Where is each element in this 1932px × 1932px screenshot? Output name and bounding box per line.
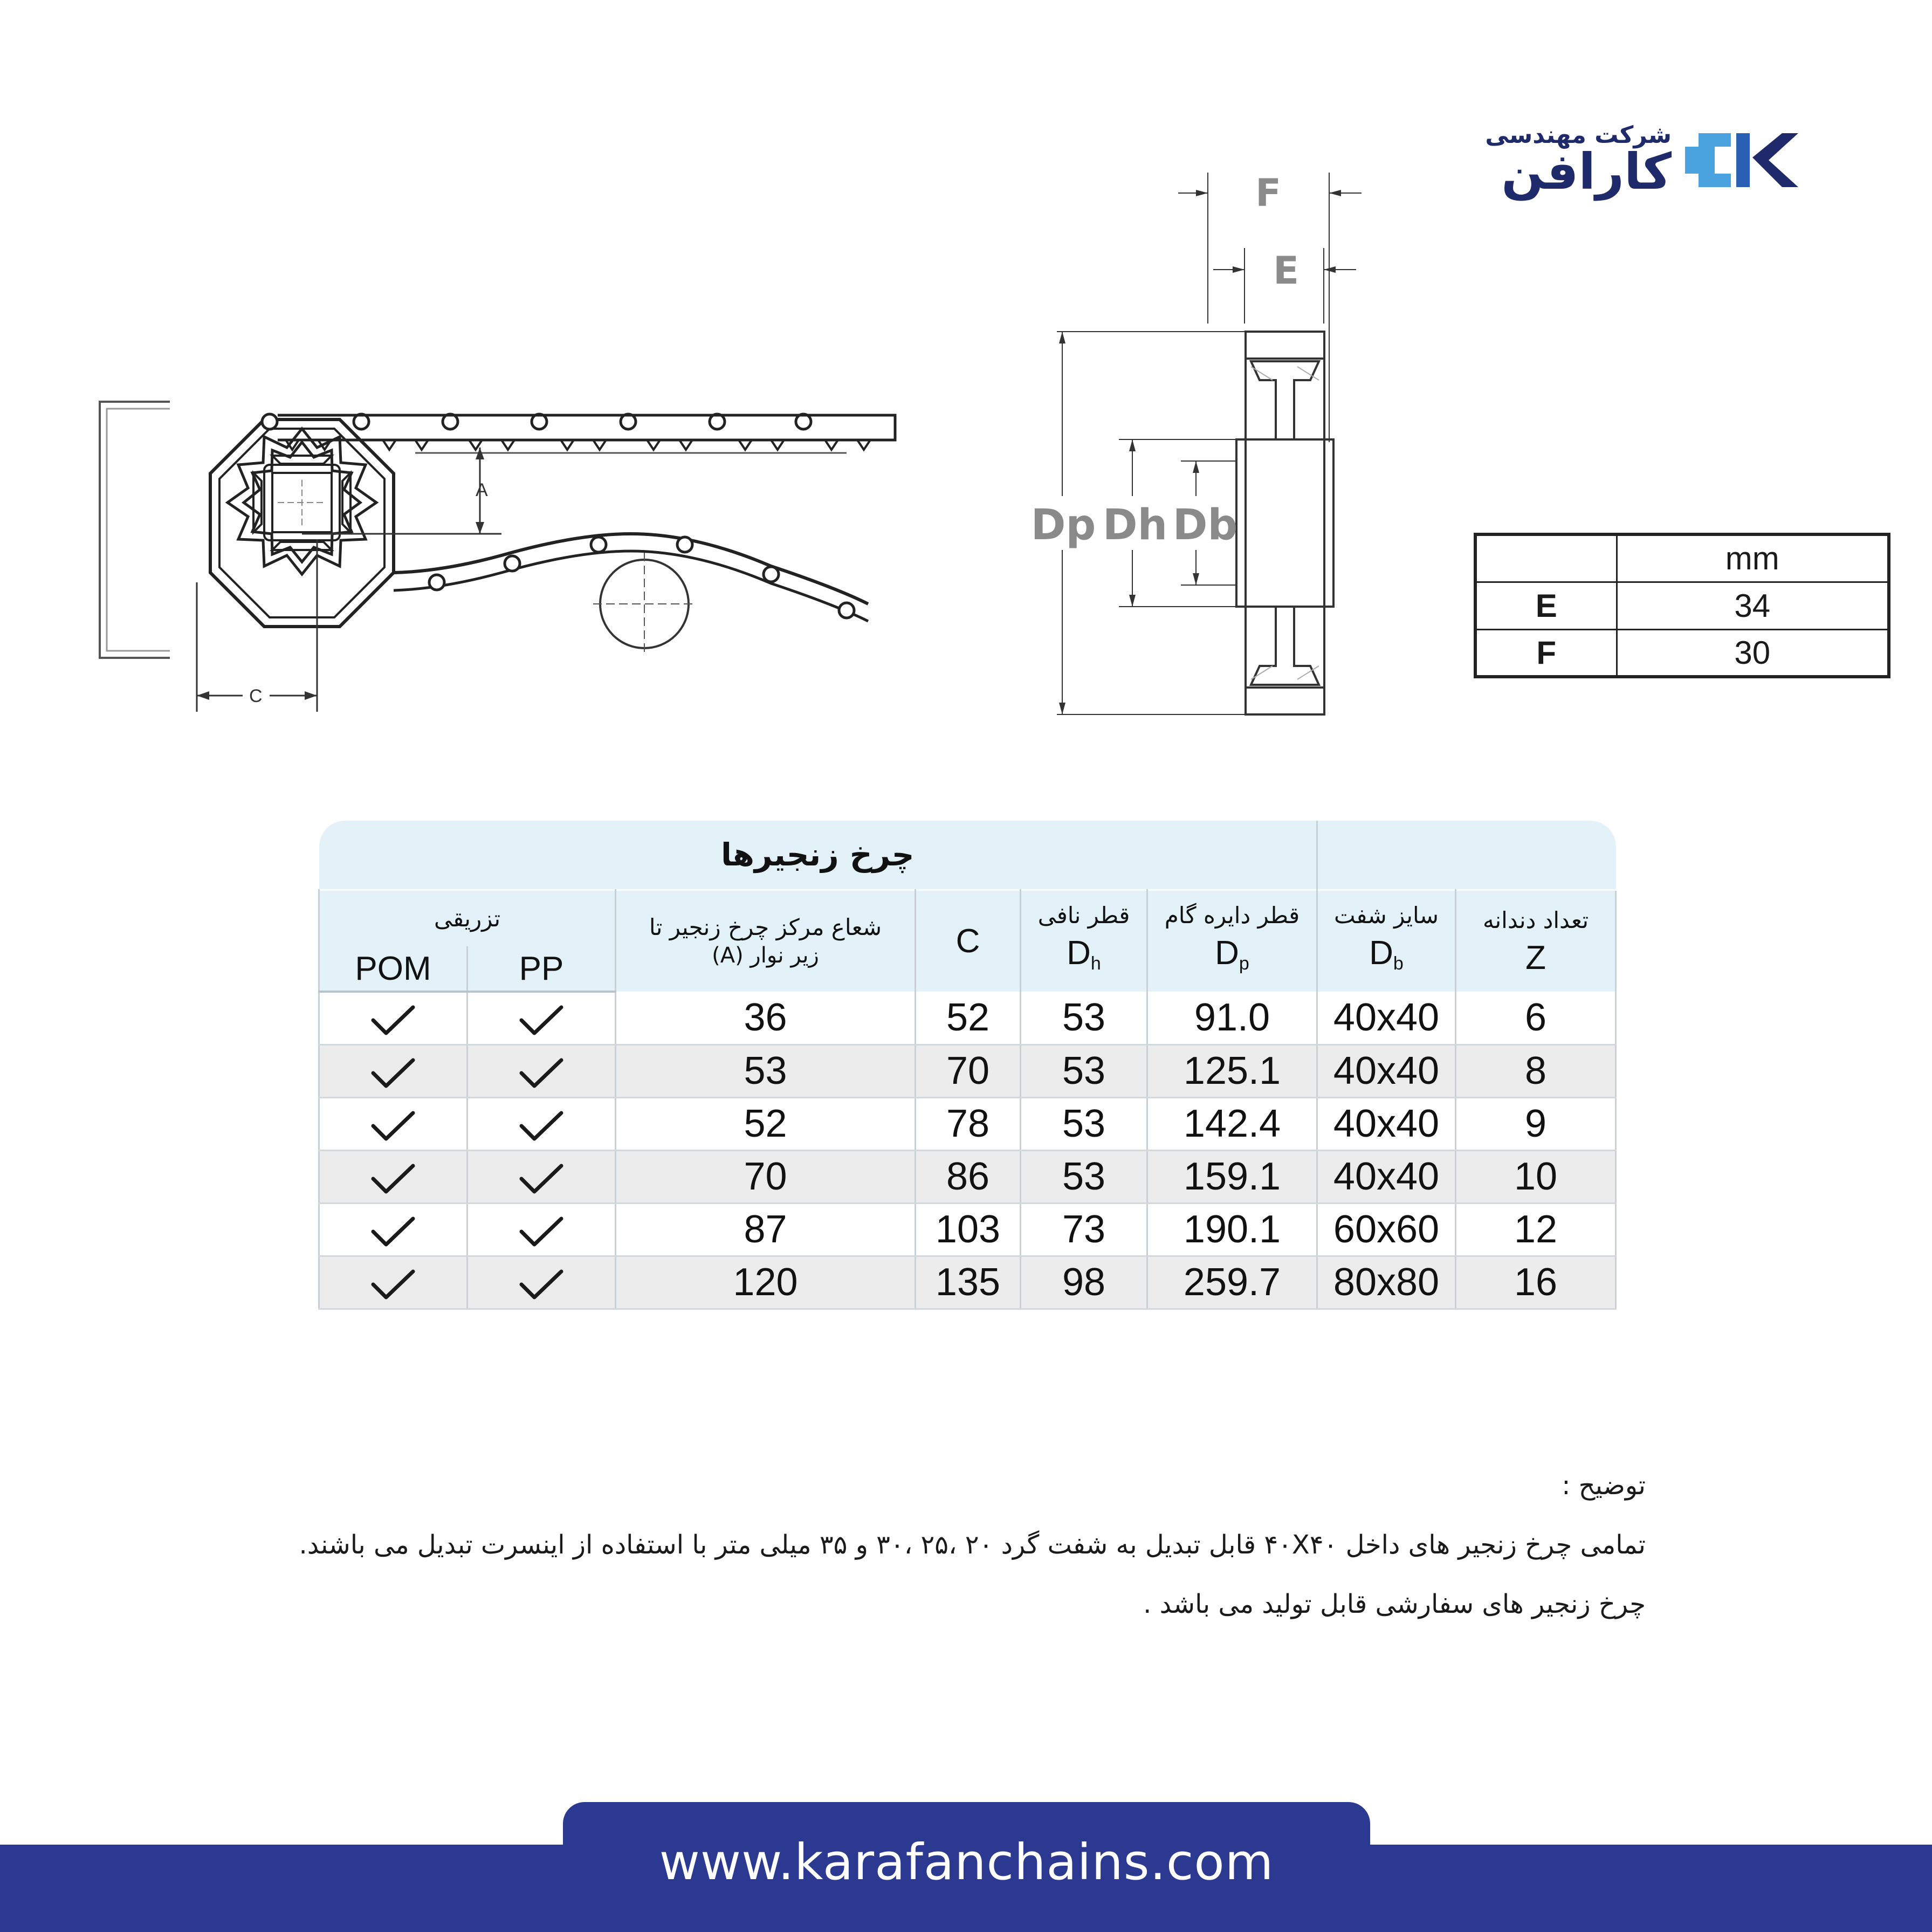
cell-pitch: 259.7 xyxy=(1147,1256,1317,1309)
cell-c: 52 xyxy=(916,992,1021,1044)
sprocket-side-section-drawing xyxy=(1025,167,1402,723)
notes-section xyxy=(162,1456,1646,1634)
cell-shaft: 40x40 xyxy=(1317,1044,1456,1097)
header-teeth-symbol: Z xyxy=(1525,939,1546,977)
cell-pom xyxy=(319,1203,467,1256)
checkmark-icon xyxy=(370,1268,416,1302)
header-injection: تزریقی xyxy=(319,890,616,946)
checkmark-icon xyxy=(370,1163,416,1196)
cell-c: 135 xyxy=(916,1256,1021,1309)
cell-pom xyxy=(319,1150,467,1203)
cell-hub: 53 xyxy=(1021,1097,1147,1150)
table-title-empty xyxy=(1317,821,1616,890)
checkmark-icon xyxy=(518,1215,565,1249)
table-title: چرخ زنجیرها xyxy=(319,821,1317,890)
cell-pp xyxy=(467,992,616,1044)
cell-pp xyxy=(467,1044,616,1097)
sprocket-front-drawing xyxy=(92,399,922,723)
header-radius-line2: زیر نوار (A) xyxy=(712,943,819,968)
header-pitch xyxy=(1147,890,1317,992)
cell-shaft: 60x60 xyxy=(1317,1203,1456,1256)
cell-c: 78 xyxy=(916,1097,1021,1150)
cell-teeth: 6 xyxy=(1456,992,1616,1044)
ef-row xyxy=(1475,582,1889,629)
header-pitch-symbol: $D_p$ xyxy=(1215,934,1249,974)
cell-hub: 53 xyxy=(1021,1044,1147,1097)
ef-header-row xyxy=(1475,534,1889,582)
cell-pitch: 142.4 xyxy=(1147,1097,1317,1150)
header-hub xyxy=(1021,890,1147,992)
header-pp: PP xyxy=(467,946,616,992)
cell-c: 103 xyxy=(916,1203,1021,1256)
cell-hub: 73 xyxy=(1021,1203,1147,1256)
cell-radius: 53 xyxy=(616,1044,916,1097)
header-hub-symbol: $D_h$ xyxy=(1067,934,1101,974)
ef-row-value: 30 xyxy=(1617,629,1889,677)
cell-teeth: 10 xyxy=(1456,1150,1616,1203)
header-radius-line1: شعاع مرکز چرخ زنجیر تا xyxy=(649,914,882,941)
cell-shaft: 40x40 xyxy=(1317,1150,1456,1203)
cell-pitch: 159.1 xyxy=(1147,1150,1317,1203)
cell-pitch: 91.0 xyxy=(1147,992,1317,1044)
logo-name: کارافن xyxy=(1501,143,1672,201)
dimension-a-label: A xyxy=(476,480,488,500)
cell-shaft: 40x40 xyxy=(1317,992,1456,1044)
notes-line-2: چرخ زنجیر های سفارشی قابل تولید می باشد . xyxy=(1143,1589,1646,1619)
cell-radius: 70 xyxy=(616,1150,916,1203)
notes-heading: توضیح : xyxy=(1562,1470,1646,1501)
dimension-dh-label: Dh xyxy=(1102,501,1168,549)
cell-pitch: 125.1 xyxy=(1147,1044,1317,1097)
cell-pp xyxy=(467,1097,616,1150)
table-row xyxy=(319,992,1616,1044)
cell-pom xyxy=(319,1044,467,1097)
ef-dimension-table xyxy=(1474,533,1890,678)
ef-row-label: F xyxy=(1475,629,1617,677)
checkmark-icon xyxy=(518,1163,565,1196)
footer-website-link[interactable]: www.karafanchains.com xyxy=(659,1833,1274,1891)
cell-pp xyxy=(467,1150,616,1203)
table-body xyxy=(319,992,1616,1309)
checkmark-icon xyxy=(370,1057,416,1090)
cell-c: 86 xyxy=(916,1150,1021,1203)
cell-pom xyxy=(319,992,467,1044)
cell-hub: 98 xyxy=(1021,1256,1147,1309)
table-row xyxy=(319,1150,1616,1203)
logo-mark-icon xyxy=(1682,128,1801,192)
company-logo xyxy=(1456,121,1801,202)
cell-radius: 120 xyxy=(616,1256,916,1309)
table-title-row xyxy=(319,821,1616,890)
header-hub-text: قطر نافی xyxy=(1037,902,1130,929)
dimension-e-label: E xyxy=(1273,249,1299,293)
notes-line-1: تمامی چرخ زنجیر های داخل ۴۰X۴۰ قابل تبدیل به شفت گرد ۲۰ ،۲۵ ،۳۰ و ۳۵ میلی متر با استفاده از اینسرت تبدیل می باشند. xyxy=(299,1530,1646,1560)
cell-pp xyxy=(467,1203,616,1256)
cell-shaft: 80x80 xyxy=(1317,1256,1456,1309)
sprocket-spec-table-wrapper xyxy=(318,821,1615,1310)
checkmark-icon xyxy=(518,1057,565,1090)
cell-teeth: 9 xyxy=(1456,1097,1616,1150)
ef-unit: mm xyxy=(1617,534,1889,582)
header-radius xyxy=(616,890,916,992)
sprocket-spec-table xyxy=(318,821,1617,1310)
header-teeth-text: تعداد دندانه xyxy=(1482,907,1589,934)
header-shaft xyxy=(1317,890,1456,992)
ef-row-value: 34 xyxy=(1617,582,1889,629)
cell-c: 70 xyxy=(916,1044,1021,1097)
checkmark-icon xyxy=(370,1004,416,1037)
checkmark-icon xyxy=(370,1110,416,1143)
header-shaft-symbol: $D_b$ xyxy=(1369,934,1404,974)
cell-hub: 53 xyxy=(1021,992,1147,1044)
cell-radius: 87 xyxy=(616,1203,916,1256)
checkmark-icon xyxy=(518,1110,565,1143)
table-row xyxy=(319,1097,1616,1150)
header-pitch-text: قطر دایره گام xyxy=(1164,902,1300,929)
cell-pom xyxy=(319,1097,467,1150)
ef-row-label: E xyxy=(1475,582,1617,629)
dimension-db-label: Db xyxy=(1172,501,1238,549)
cell-pp xyxy=(467,1256,616,1309)
checkmark-icon xyxy=(518,1268,565,1302)
table-header-row xyxy=(319,890,1616,946)
ef-header-empty xyxy=(1475,534,1617,582)
table-row xyxy=(319,1256,1616,1309)
cell-pom xyxy=(319,1256,467,1309)
dimension-dp-label: Dp xyxy=(1030,501,1096,549)
ef-row xyxy=(1475,629,1889,677)
table-row xyxy=(319,1203,1616,1256)
cell-hub: 53 xyxy=(1021,1150,1147,1203)
table-row xyxy=(319,1044,1616,1097)
logo-subtitle: شرکت مهندسی xyxy=(1485,121,1672,149)
dimension-f-label: F xyxy=(1255,171,1281,215)
header-teeth xyxy=(1456,890,1616,992)
cell-teeth: 16 xyxy=(1456,1256,1616,1309)
cell-pitch: 190.1 xyxy=(1147,1203,1317,1256)
checkmark-icon xyxy=(518,1004,565,1037)
cell-teeth: 12 xyxy=(1456,1203,1616,1256)
header-c: C xyxy=(916,890,1021,992)
cell-shaft: 40x40 xyxy=(1317,1097,1456,1150)
header-pom: POM xyxy=(319,946,467,992)
header-shaft-text: سایز شفت xyxy=(1334,902,1439,929)
cell-radius: 36 xyxy=(616,992,916,1044)
cell-radius: 52 xyxy=(616,1097,916,1150)
checkmark-icon xyxy=(370,1215,416,1249)
dimension-c-label: C xyxy=(249,686,263,706)
cell-teeth: 8 xyxy=(1456,1044,1616,1097)
